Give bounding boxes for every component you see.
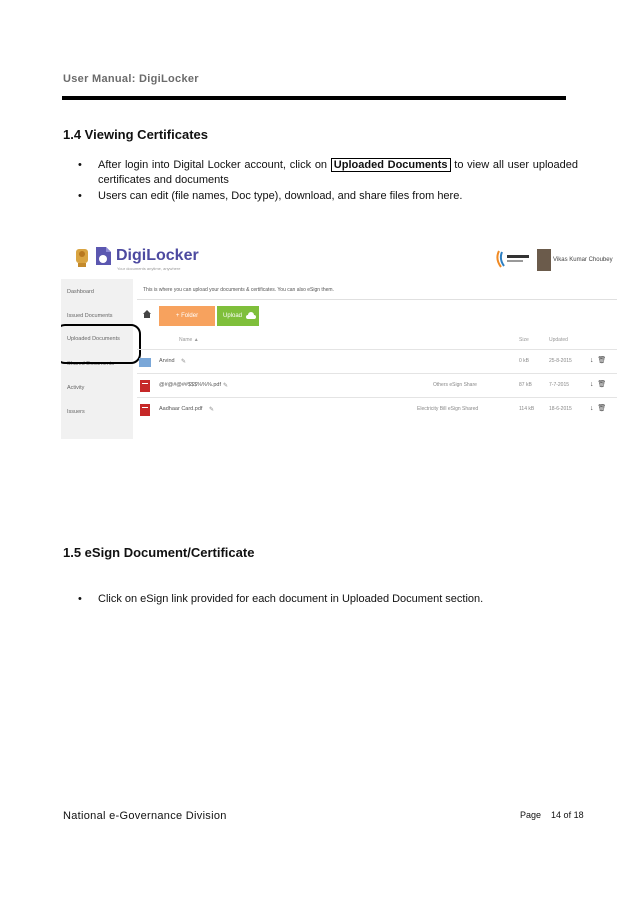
page-label: Page	[520, 810, 542, 820]
column-header-size: Size	[519, 337, 529, 343]
download-icon[interactable]: ↓	[590, 405, 594, 412]
bullet-text: After login into Digital Locker account, click on	[98, 159, 328, 171]
delete-icon[interactable]: 🗑	[597, 405, 607, 412]
brand-tagline: Your documents anytime, anywhere	[117, 266, 181, 271]
add-folder-button[interactable]: + Folder	[159, 306, 215, 326]
file-updated: 25-8-2015	[549, 358, 572, 364]
row-actions	[590, 404, 606, 412]
bullet-dot-icon: •	[78, 159, 82, 171]
section-heading-1-5: 1.5 eSign Document/Certificate	[63, 545, 255, 560]
folder-icon	[139, 356, 151, 368]
edit-pencil-icon[interactable]: ✎	[181, 359, 187, 365]
bullet-text: Users can edit (file names, Doc type), download, and share files from here.	[98, 190, 463, 202]
bullet-list-1-5	[78, 592, 578, 608]
pdf-icon	[139, 404, 151, 416]
column-header-updated: Updated	[549, 337, 568, 343]
bullet-item	[78, 189, 578, 204]
file-name[interactable]: @#@#@##$$$%%%.pdf	[159, 382, 222, 388]
sidebar-item-issuers[interactable]: Issuers	[67, 409, 85, 415]
download-icon[interactable]: ↓	[590, 381, 594, 388]
pdf-icon	[139, 380, 151, 392]
bullet-text: Click on eSign link provided for each document in Uploaded Document section.	[98, 593, 484, 605]
edit-pencil-icon[interactable]: ✎	[209, 407, 215, 413]
file-updated: 7-7-2015	[549, 382, 570, 388]
sidebar-item-uploaded[interactable]: Uploaded Documents	[67, 336, 120, 342]
highlight-callout	[61, 324, 141, 364]
file-size: 0 kB	[519, 358, 530, 364]
upload-button-label: Upload	[223, 313, 243, 319]
row-actions	[590, 380, 606, 388]
file-name[interactable]: Arvind	[159, 358, 175, 364]
file-name[interactable]: Aadhaar Card.pdf	[159, 406, 203, 412]
upload-button[interactable]	[217, 306, 259, 326]
file-actions[interactable]: Electricity Bill eSign Shared	[417, 406, 479, 412]
page-count: 14 of 18	[551, 810, 584, 820]
row-actions	[590, 356, 606, 364]
sidebar-item-issued[interactable]: Issued Documents	[67, 313, 113, 319]
national-emblem-icon	[73, 246, 91, 270]
header-title: User Manual: DigiLocker	[63, 73, 199, 85]
delete-icon[interactable]: 🗑	[597, 357, 607, 364]
bullet-item	[78, 592, 578, 607]
section-heading-1-4: 1.4 Viewing Certificates	[63, 127, 208, 142]
file-actions[interactable]: Others eSign Share	[433, 382, 477, 388]
footer-page-number	[520, 810, 584, 820]
table-row[interactable]	[137, 373, 617, 398]
bullet-dot-icon: •	[78, 593, 82, 605]
avatar[interactable]	[537, 249, 551, 271]
bullet-list-1-4	[78, 158, 578, 205]
bullet-item	[78, 158, 578, 188]
download-icon[interactable]: ↓	[590, 357, 594, 364]
brand-name: DigiLocker	[116, 247, 199, 264]
user-name[interactable]: Vikas Kumar Choubey	[553, 257, 613, 263]
sidebar-item-shared[interactable]: Shared Documents	[67, 361, 115, 367]
column-header-name[interactable]: Name ▲	[179, 337, 199, 343]
file-updated: 18-6-2015	[549, 406, 572, 412]
cloud-upload-icon	[246, 311, 256, 321]
app-header	[61, 239, 617, 277]
bullet-text: to view all user uploaded certificates and documents	[98, 159, 579, 186]
header-rule	[62, 96, 566, 100]
file-size: 114 kB	[519, 406, 535, 412]
table-row[interactable]	[137, 397, 617, 422]
home-icon[interactable]	[143, 310, 151, 318]
sidebar-item-dashboard[interactable]: Dashboard	[67, 289, 94, 295]
divider	[137, 299, 617, 300]
digital-india-logo-icon	[495, 249, 533, 269]
footer-organization: National e-Governance Division	[63, 810, 227, 822]
delete-icon[interactable]: 🗑	[597, 381, 607, 388]
edit-pencil-icon[interactable]: ✎	[223, 383, 229, 389]
uploaded-documents-emphasis: Uploaded Documents	[331, 158, 451, 172]
sidebar-item-activity[interactable]: Activity	[67, 385, 85, 391]
table-row[interactable]	[137, 349, 617, 374]
info-message: This is where you can upload your documents & certificates. You can also eSign them.	[143, 287, 334, 293]
file-size: 87 kB	[519, 382, 532, 388]
bullet-dot-icon: •	[78, 190, 82, 202]
digilocker-logo-icon	[92, 245, 114, 267]
digilocker-screenshot	[61, 239, 617, 439]
